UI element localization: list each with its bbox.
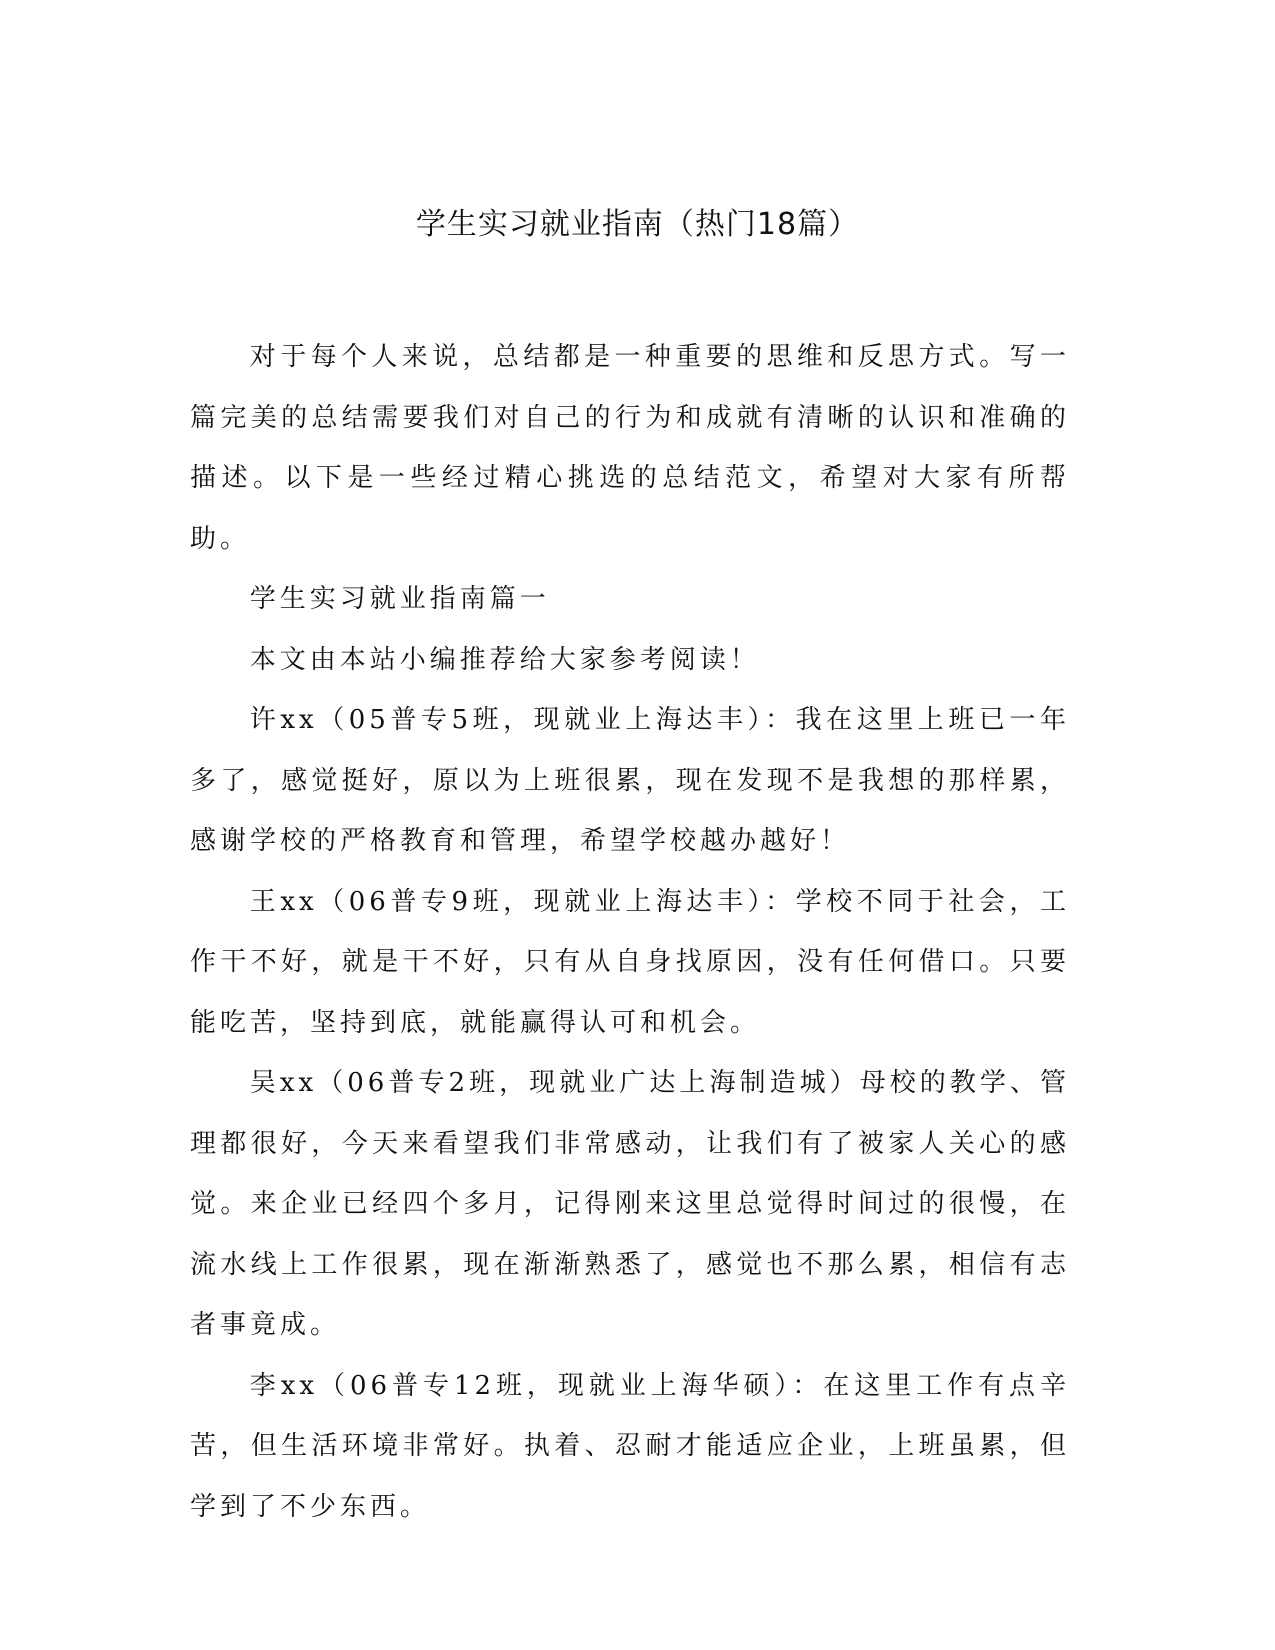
editor-note-paragraph: 本文由本站小编推荐给大家参考阅读！ <box>249 644 760 675</box>
document-body <box>190 327 1070 1537</box>
testimonial-paragraph: 吴xx（06普专2班，现就业广达上海制造城）母校的教学、管理都很好，今天来看望我们非常感动，让我们有了被家人关心的感觉。来企业已经四个多月，记得刚来这里总觉得时间过的很慢，在流水线上工作很累，现在渐渐熟悉了，感觉也不那么累，相信有志者事竟成。 <box>190 1068 1070 1340</box>
testimonial-paragraph: 许xx（05普专5班，现就业上海达丰）：我在这里上班已一年多了，感觉挺好，原以为上班很累，现在发现不是我想的那样累，感谢学校的严格教育和管理，希望学校越办越好！ <box>190 705 1070 856</box>
intro-paragraph: 对于每个人来说，总结都是一种重要的思维和反思方式。写一篇完美的总结需要我们对自己的行为和成就有清晰的认识和准确的描述。以下是一些经过精心挑选的总结范文，希望对大家有所帮助。 <box>190 342 1070 554</box>
testimonial-paragraph: 王xx（06普专9班，现就业上海达丰）：学校不同于社会，工作干不好，就是干不好，只有从自身找原因，没有任何借口。只要能吃苦，坚持到底，就能赢得认可和机会。 <box>190 886 1070 1038</box>
document-title: 学生实习就业指南（热门18篇） <box>415 207 860 242</box>
section-heading: 学生实习就业指南篇一 <box>249 584 550 614</box>
testimonial-paragraph: 李xx（06普专12班，现就业上海华硕）：在这里工作有点辛苦，但生活环境非常好。执着、忍耐才能适应企业，上班虽累，但学到了不少东西。 <box>190 1370 1070 1522</box>
